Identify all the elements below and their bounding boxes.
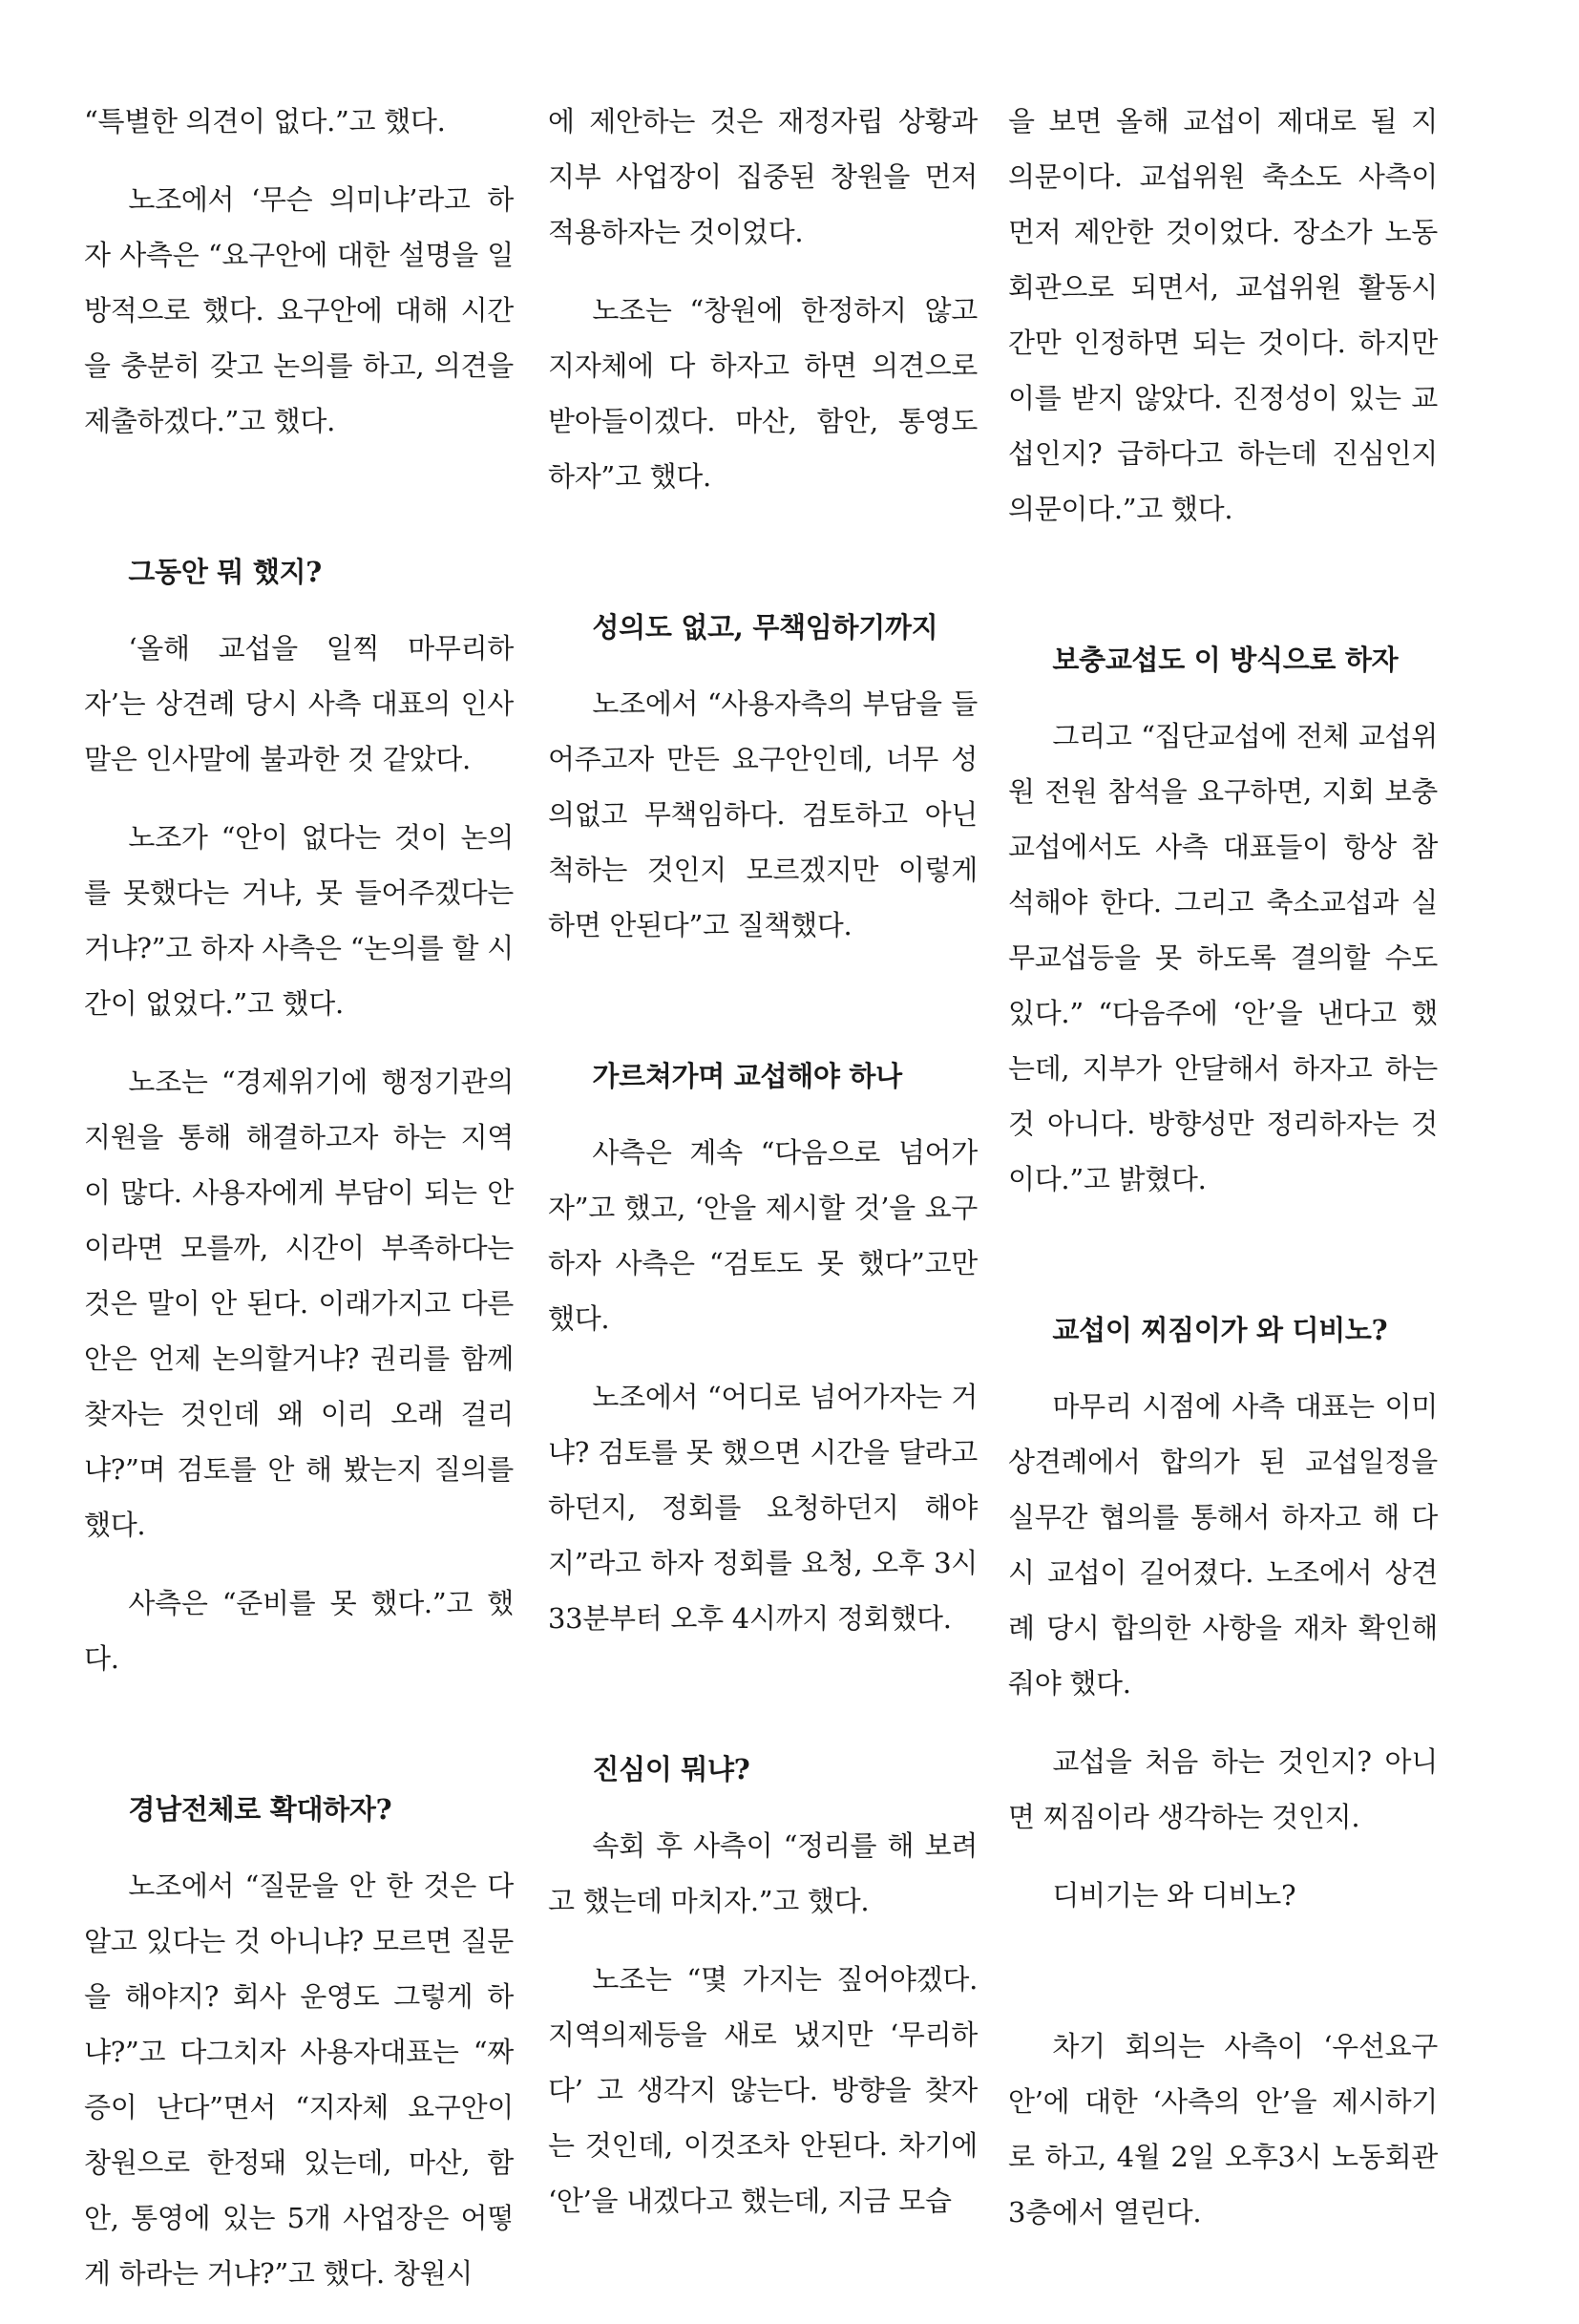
paragraph: 마무리 시점에 사측 대표는 이미 상견례에서 합의가 된 교섭일정을 실무간 협의를 통해서 하자고 해 다시 교섭이 길어졌다. 노조에서 상견례 당시 합의한 사항을 재차 확인해 줘야 했다.: [1008, 1390, 1438, 1700]
paragraph: ‘올해 교섭을 일찍 마무리하자’는 상견례 당시 사측 대표의 인사말은 인사말에 불과한 것 같았다.: [84, 632, 514, 775]
column-3: [1008, 94, 1438, 2263]
paragraph: 노조는 “경제위기에 행정기관의 지원을 통해 해결하고자 하는 지역이 많다. 사용자에게 부담이 되는 안이라면 모를까, 시간이 부족하다는 것은 말이 안 된다. 이래가지고 다른 안은 언제 논의할거냐? 권리를 함께 찾자는 것인데 왜 이리 오래 걸리냐?”며 검토를 안 해 봤는지 질의를 했다.: [84, 1066, 514, 1541]
paragraph: 노조에서 ‘무슨 의미냐’라고 하자 사측은 “요구안에 대한 설명을 일방적으로 했다. 요구안에 대해 시간을 충분히 갖고 논의를 하고, 의견을 제출하겠다.”고 했다.: [84, 183, 514, 437]
paragraph: 을 보면 올해 교섭이 제대로 될 지 의문이다. 교섭위원 축소도 사측이 먼저 제안한 것이었다. 장소가 노동회관으로 되면서, 교섭위원 활동시간만 인정하면 되는 것이다. 하지만 이를 받지 않았다. 진정성이 있는 교섭인지? 급하다고 하는데 진심인지 의문이다.”고 했다.: [1008, 105, 1438, 525]
section-heading: 경남전체로 확대하자?: [128, 1793, 392, 1826]
paragraph: 사측은 “준비를 못 했다.”고 했다.: [84, 1587, 514, 1675]
paragraph: 차기 회의는 사측이 ‘우선요구안’에 대한 ‘사측의 안’을 제시하기로 하고, 4월 2일 오후3시 노동회관 3층에서 열린다.: [1008, 2030, 1438, 2229]
section-heading: 보충교섭도 이 방식으로 하자: [1052, 644, 1399, 676]
paragraph: 노조에서 “어디로 넘어가자는 거냐? 검토를 못 했으면 시간을 달라고 하던지, 정회를 요청하던지 해야지”라고 하자 정회를 요청, 오후 3시 33분부터 오후 4시까지 정회했다.: [548, 1381, 978, 1635]
paragraph: 사측은 계속 “다음으로 넘어가자”고 했고, ‘안을 제시할 것’을 요구하자 사측은 “검토도 못 했다”고만 했다.: [548, 1136, 978, 1335]
section-heading: 그동안 뭐 했지?: [128, 556, 322, 588]
paragraph: 디비기는 와 디비노?: [1052, 1879, 1296, 1912]
section-heading: 교섭이 찌짐이가 와 디비노?: [1052, 1314, 1388, 1346]
paragraph: “특별한 의견이 없다.”고 했다.: [84, 105, 446, 137]
column-1: [84, 94, 514, 2324]
section-heading: 진심이 뭐냐?: [592, 1753, 750, 1785]
section-heading: 가르쳐가며 교섭해야 하나: [592, 1060, 902, 1092]
paragraph: 노조에서 “질문을 안 한 것은 다 알고 있다는 것 아니냐? 모르면 질문을 해야지? 회사 운영도 그렇게 하냐?”고 다그치자 사용자대표는 “짜증이 난다”면서 “지자체 요구안이 창원으로 한정돼 있는데, 마산, 함안, 통영에 있는 5개 사업장은 어떻게 하라는 거냐?”고 했다. 창원시: [84, 1870, 514, 2290]
paragraph: 노조에서 “사용자측의 부담을 들어주고자 만든 요구안인데, 너무 성의없고 무책임하다. 검토하고 아닌척하는 것인지 모르겠지만 이렇게 하면 안된다”고 질책했다.: [548, 687, 978, 941]
paragraph: 노조는 “창원에 한정하지 않고 지자체에 다 하자고 하면 의견으로 받아들이겠다. 마산, 함안, 통영도 하자”고 했다.: [548, 294, 978, 493]
section-heading: 성의도 없고, 무책임하기까지: [592, 611, 938, 644]
paragraph: 에 제안하는 것은 재정자립 상황과 지부 사업장이 집중된 창원을 먼저 적용하자는 것이었다.: [548, 105, 978, 248]
paragraph: 그리고 “집단교섭에 전체 교섭위원 전원 참석을 요구하면, 지회 보충교섭에서도 사측 대표들이 항상 참석해야 한다. 그리고 축소교섭과 실무교섭등을 못 하도록 결의할 수도 있다.” “다음주에 ‘안’을 낸다고 했는데, 지부가 안달해서 하자고 하는 것 아니다. 방향성만 정리하자는 것이다.”고 밝혔다.: [1008, 720, 1438, 1195]
paragraph: 교섭을 처음 하는 것인지? 아니면 찌짐이라 생각하는 것인지.: [1008, 1745, 1438, 1833]
paragraph: 속회 후 사측이 “정리를 해 보려고 했는데 마치자.”고 했다.: [548, 1829, 978, 1917]
spacer: [1008, 1946, 1438, 2018]
paragraph: 노조가 “안이 없다는 것이 논의를 못했다는 거냐, 못 들어주겠다는 거냐?”고 하자 사측은 “논의를 할 시간이 없었다.”고 했다.: [84, 821, 514, 1020]
column-2: [548, 94, 978, 2251]
paragraph: 노조는 “몇 가지는 짚어야겠다. 지역의제등을 새로 냈지만 ‘무리하다’ 고 생각지 않는다. 방향을 찾자는 것인데, 이것조차 안된다. 차기에 ‘안’을 내겠다고 했는데, 지금 모습: [548, 1963, 978, 2217]
